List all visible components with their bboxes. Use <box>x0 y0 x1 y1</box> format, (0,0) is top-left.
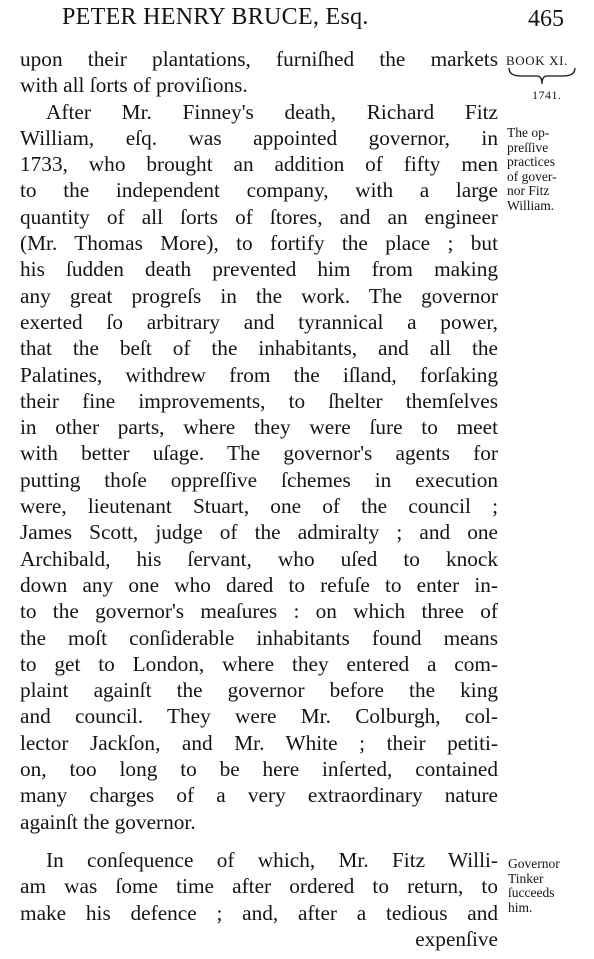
text-line: againſt the governor. <box>20 809 196 834</box>
text-line: am was ſome time after ordered to return, to <box>20 874 498 899</box>
text-line: to get to London, where they entered a com- <box>20 651 498 676</box>
text-line: to the governor's meaſures : on which three of <box>20 599 498 624</box>
margin-note-line: preſſive <box>507 139 549 155</box>
margin-note-line: of gover- <box>507 168 557 184</box>
margin-note-line: Governor <box>508 856 560 871</box>
margin-brace <box>507 66 577 86</box>
text-line: with better uſage. The governor's agents for <box>20 441 498 466</box>
page-number: 465 <box>528 6 564 32</box>
text-line: exerted ſo arbitrary and tyrannical a power, <box>20 309 498 334</box>
text-line: William, eſq. was appointed governor, in <box>20 125 498 150</box>
text-line: lector Jackſon, and Mr. White ; their petiti- <box>20 730 498 755</box>
margin-note-line: The op- <box>507 125 550 140</box>
margin-book-label: BOOK XI. <box>506 53 568 68</box>
text-line: in other parts, where they were ſure to meet <box>20 415 498 440</box>
text-line: and council. They were Mr. Colburgh, col- <box>20 704 498 729</box>
text-line: Palatines, withdrew from the iſland, forſaking <box>20 362 498 387</box>
text-line: putting thoſe oppreſſive ſchemes in execution <box>20 467 498 492</box>
text-line: to the independent company, with a large <box>20 178 498 203</box>
text-line: any great progreſs in the work. The governor <box>20 283 498 308</box>
text-line: with all ſorts of proviſions. <box>20 73 248 98</box>
text-line: quantity of all ſorts of ſtores, and an engineer <box>20 204 498 229</box>
margin-note-tinker <box>508 857 588 915</box>
text-line: their fine improvements, to ſhelter themſelves <box>20 388 498 413</box>
text-line: the moſt conſiderable inhabitants found means <box>20 625 498 650</box>
text-line: down any one who dared to refuſe to enter in- <box>20 572 498 597</box>
margin-note-line: practices <box>507 154 555 169</box>
text-line: his ſudden death prevented him from making <box>20 257 498 282</box>
text-line: Archibald, his ſervant, who uſed to knock <box>20 546 498 571</box>
paragraph-2 <box>20 99 498 835</box>
margin-note-fitz-william <box>507 126 587 213</box>
text-line: plaint againſt the governor before the king <box>20 678 498 703</box>
text-line: that the beſt of the inhabitants, and all the <box>20 336 498 361</box>
paragraph-3 <box>20 847 498 926</box>
margin-note-line: ſucceeds <box>508 885 555 900</box>
body-text <box>20 46 498 952</box>
text-line: James Scott, judge of the admiralty ; and one <box>20 520 498 545</box>
paragraph-gap <box>20 835 498 847</box>
text-line: were, lieutenant Stuart, one of the council ; <box>20 494 498 519</box>
margin-year: 1741. <box>532 88 562 102</box>
text-line: (Mr. Thomas More), to fortify the place ; but <box>20 231 498 256</box>
text-line: upon their plantations, furniſhed the markets <box>20 47 498 71</box>
text-line: many charges of a very extraordinary nature <box>20 783 498 808</box>
margin-note-line: William. <box>507 197 555 213</box>
text-line: on, too long to be here inſerted, contained <box>20 757 498 782</box>
text-line: After Mr. Finney's death, Richard Fitz <box>46 99 498 124</box>
margin-note-line: him. <box>508 899 533 915</box>
margin-note-line: Tinker <box>508 870 544 886</box>
text-line: 1733, who brought an addition of fifty men <box>20 152 498 177</box>
text-line: In conſequence of which, Mr. Fitz Willi- <box>46 847 498 872</box>
paragraph-1 <box>20 46 498 99</box>
catchword: expenſive <box>415 926 498 951</box>
margin-note-line: nor Fitz <box>507 183 550 198</box>
text-line: make his defence ; and, after a tedious and <box>20 900 498 925</box>
running-head: PETER HENRY BRUCE, Esq. <box>62 4 369 30</box>
